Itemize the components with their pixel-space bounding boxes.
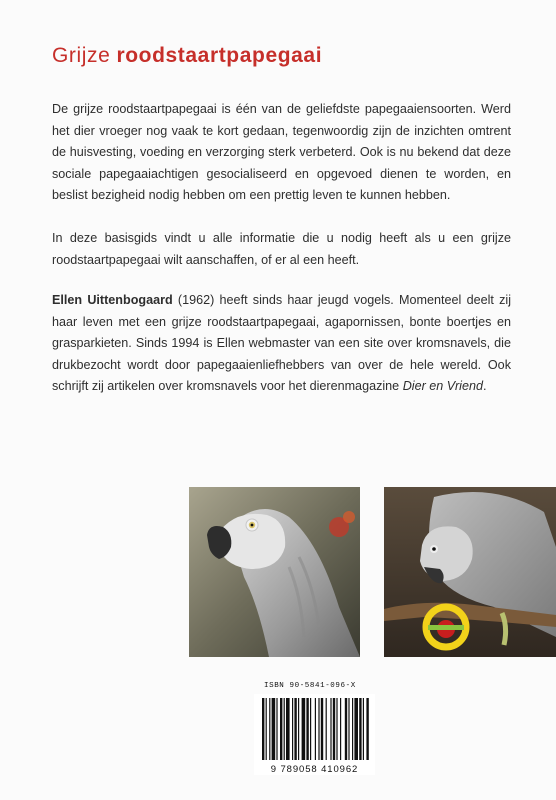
author-bio-end: .: [482, 379, 487, 394]
barcode-number: 9 789058 410962: [254, 764, 375, 775]
parrot-photo-portrait: [189, 487, 360, 657]
guide-paragraph: In deze basisgids vindt u alle informatie die u nodig heeft als u een grijze roodstaartpapegaai wilt aanschaffen, of er al een heeft.: [52, 231, 511, 267]
author-name: Ellen Uittenbogaard: [52, 293, 173, 307]
barcode-image: [254, 694, 375, 766]
book-title: [52, 44, 322, 68]
author-paragraph: [52, 290, 511, 398]
author-bio: (1962) heeft sinds haar jeugd vogels. Momenteel deelt zij haar leven met een grijze roodstaartpapegaai, agapornissen, bonte boertjes en grasparkieten. Sinds 1994 is Ellen webmaster van een site over kromsnavels, die drukbezocht wordt door papegaaienliefhebbers van over de hele wereld. Ook schrijft zij artikelen over kromsnavels voor het dierenmagazine: [52, 293, 511, 394]
title-bold: roodstaartpapegaai: [116, 44, 323, 67]
title-light: Grijze: [52, 44, 111, 67]
magazine-name: Dier en Vriend: [402, 379, 483, 394]
intro-paragraph: De grijze roodstaartpapegaai is één van de geliefdste papegaaiensoorten. Werd het dier vroeger nog vaak te kort gedaan, tegenwoordig zijn de inzichten omtrent de huisvesting, voeding en verzorging sterk verbeterd. Ook is nu bekend dat deze sociale papegaaiachtigen gesocialiseerd en opgevoed dienen te worden, en beslist bezigheid nodig hebben om een prettig leven te kunnen hebben.: [52, 102, 511, 203]
isbn-label: ISBN 90-5841-096-X: [264, 682, 356, 690]
parrot-photo-toy: [384, 487, 556, 657]
barcode-area: [254, 682, 375, 778]
